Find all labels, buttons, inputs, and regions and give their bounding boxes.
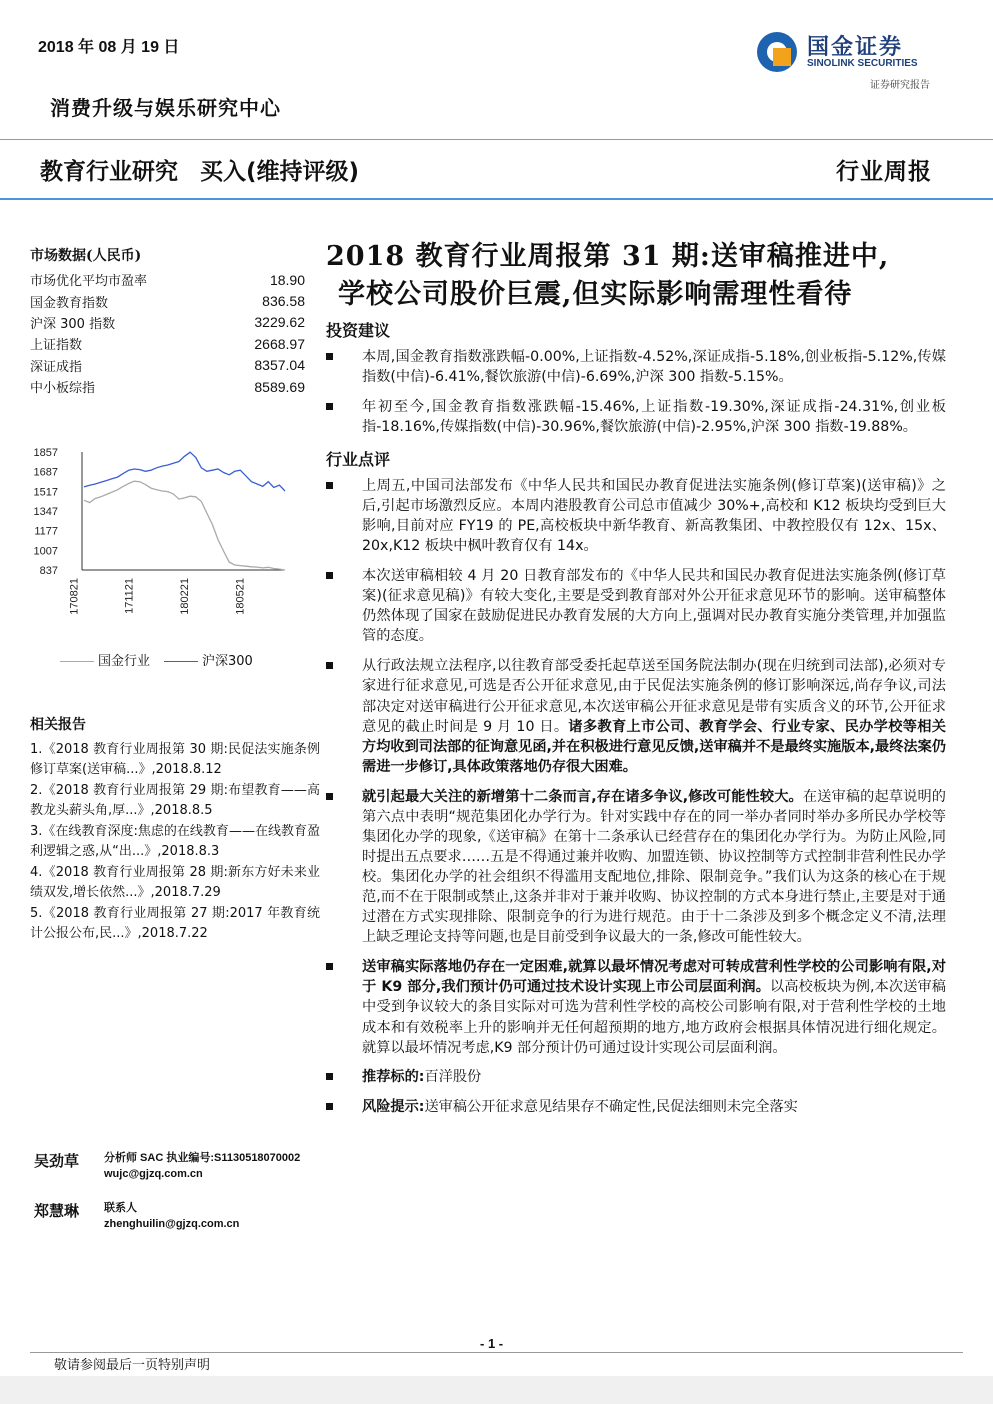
comment-bullet-4 [326, 787, 946, 948]
series-line-industry [84, 481, 285, 570]
legend-label-hs300: 沪深300 [202, 654, 253, 669]
index-chart [30, 440, 305, 680]
analyst-cert: 分析师 SAC 执业编号:S1130518070002 [104, 1152, 301, 1164]
bullet-square-icon [326, 572, 333, 579]
y-tick-label: 1177 [34, 525, 58, 538]
bullet-text: 上周五,中国司法部发布《中华人民共和国民办教育促进法实施条例(修订草案)(送审稿)》之后,引起市场激烈反应。本周内港股教育公司总市值减少 30%+,高校和 K12 板块均受到巨大影响,目前对应 FY19 的 PE,高校板块中新华教育、新高教集团、中教控股仅有 12x、15x、20x,K12 板块中枫叶教育仅有 14x。 [362, 477, 946, 555]
contact-row [34, 1200, 324, 1232]
related-report-item[interactable]: 4.《2018 教育行业周报第 28 期:新东方好未来业绩双发,增长依然...》,2018.7.29 [30, 864, 320, 900]
related-report-item[interactable]: 5.《2018 教育行业周报第 27 期:2017 年教育统计公报公布,民...》,2018.7.22 [30, 905, 320, 941]
market-value: 8589.69 [254, 378, 305, 395]
analyst-email[interactable]: wujc@gjzq.com.cn [104, 1168, 203, 1180]
y-tick-label: 1007 [33, 545, 58, 558]
bullet-square-icon [326, 482, 333, 489]
bullet-square-icon [326, 793, 333, 800]
market-row [30, 290, 305, 311]
industry-comment-heading: 行业点评 [326, 449, 391, 469]
bullet-square-icon [326, 1103, 333, 1110]
legend-swatch-industry [60, 661, 94, 662]
bullet-emphasis: 诸多教育上市公司、教育学会、行业专家、民办学校等相关方均收到司法部的征询意见函,并在积极进行意见反馈,送审稿并不是最终实施版本,最终法案仍需进一步修订,具体政策落地仍存很大困难。 [362, 718, 946, 775]
market-data-title: 市场数据(人民币) [30, 248, 142, 264]
y-tick-label: 1517 [33, 486, 58, 499]
bullet-square-icon [326, 353, 333, 360]
series-line-hs300 [84, 452, 285, 491]
x-tick-label: 180221 [179, 578, 192, 615]
report-title-line1: 2018 教育行业周报第 31 期:送审稿推进中, [326, 241, 890, 272]
market-label: 沪深 300 指数 [30, 316, 116, 332]
market-value: 18.90 [269, 271, 305, 288]
market-label: 市场优化平均市盈率 [30, 274, 148, 290]
header-divider [0, 139, 993, 140]
rating-bar [40, 153, 381, 186]
bullet-emphasis: 就引起最大关注的新增第十二条而言,存在诸多争议,修改可能性较大。 [362, 788, 803, 805]
y-tick-label: 1347 [33, 506, 58, 518]
report-title-line2: 学校公司股价巨震,但实际影响需理性看待 [338, 279, 853, 310]
market-value: 3229.62 [254, 314, 305, 331]
disclaimer: 敬请参阅最后一页特别声明 [54, 1358, 211, 1373]
report-list [30, 740, 320, 945]
market-row [30, 312, 305, 333]
market-value: 8357.04 [254, 357, 305, 374]
chart-legend [60, 650, 253, 669]
comment-bullet-1 [326, 476, 946, 556]
invest-advice-heading: 投资建议 [326, 321, 391, 340]
market-row [30, 333, 305, 354]
industry-label: 教育行业研究 [40, 159, 178, 185]
recommend-bullet [326, 1067, 946, 1087]
bullet-square-icon [326, 662, 333, 669]
market-value: 836.58 [262, 293, 305, 310]
x-tick-label: 180521 [234, 578, 247, 615]
comment-bullet-5 [326, 957, 946, 1057]
page-number: - 1 - [480, 1336, 504, 1351]
recommend-text: 百洋股份 [424, 1069, 482, 1086]
risk-label: 风险提示: [362, 1099, 425, 1116]
logo-subtitle: 证券研究报告 [870, 80, 930, 91]
bullet-square-icon [326, 403, 333, 410]
contact-email[interactable]: zhenghuilin@gjzq.com.cn [104, 1218, 240, 1230]
y-tick-label: 1687 [33, 466, 58, 479]
legend-item-industry [60, 650, 150, 669]
comment-bullet-3 [326, 656, 946, 777]
logo-en: SINOLINK SECURITIES [807, 58, 918, 69]
bullet-text: 以高校板块为例,本次送审稿中受到争议较大的条目实际对可选为营利性学校的高校公司影响有限,对于营利性学校的土地成本和有效税率上升的影响并无任何超预期的地方,地方政府会根据具体情况进行细化规定。就算以最坏情况考虑,K9 部分预计仍可通过设计实现公司层面利润。 [362, 979, 946, 1056]
bullet-text: 在送审稿的起草说明的第六点中表明“规范集团化办学行为。针对实践中存在的同一举办者同时举办多所民办学校等集团化办学的现象,《送审稿》在第十二条承认已经营存在的集团化办学行为。为防止风险,同时提出五点要求……五是不得通过兼并收购、加盟连锁、协议控制等方式控制非营利性民办学校。集团化办学的社会组织不得滥用支配地位,排除、限制竞争。”我们认为这条的核心在于规范,而不在于限制或禁止,这条并非对于兼并收购、协议控制的方式本身进行禁止,主要是对于通过潜在方式实现排除、限制竞争的行为进行规范。由于十二条涉及到多个概念定义不清,法理上缺乏理论支持等问题,也是目前受到争议最大的一条,修改可能性较大。 [362, 788, 946, 946]
invest-bullet-2 [326, 397, 946, 437]
market-label: 国金教育指数 [30, 295, 109, 311]
risk-text: 送审稿公开征求意见结果存不确定性,民促法细则未完全落实 [424, 1099, 798, 1116]
market-value: 2668.97 [254, 335, 305, 352]
legend-item-hs300 [164, 650, 253, 669]
bottom-band [0, 1376, 993, 1404]
logo-mark-icon [757, 32, 797, 72]
logo-cn: 国金证券 [807, 35, 904, 60]
analyst-row [34, 1150, 324, 1182]
bullet-text: 年初至今,国金教育指数涨跌幅-15.46%,上证指数-19.30%,深证成指-24.31%,创业板指-18.16%,传媒指数(中信)-30.96%,餐饮旅游(中信)-2.95%,沪深 300 指数-19.88%。 [362, 398, 946, 436]
company-logo [757, 30, 957, 100]
recommend-label: 推荐标的: [362, 1069, 425, 1086]
contact-name: 郑慧琳 [34, 1202, 80, 1220]
bullet-square-icon [326, 1073, 333, 1080]
blue-divider [0, 198, 993, 200]
market-row [30, 355, 305, 376]
market-label: 中小板综指 [30, 381, 96, 397]
comment-bullet-2 [326, 566, 946, 646]
market-row [30, 269, 305, 290]
main-content [326, 238, 946, 1127]
analyst-block [34, 1150, 324, 1250]
y-tick-label: 1857 [33, 447, 58, 459]
x-tick-label: 171121 [123, 578, 136, 614]
market-data-panel [30, 245, 305, 397]
related-reports-title: 相关报告 [30, 717, 86, 733]
report-type: 行业周报 [836, 159, 932, 185]
bullet-text: 本周,国金教育指数涨跌幅-0.00%,上证指数-4.52%,深证成指-5.18%,创业板指-5.12%,传媒指数(中信)-6.41%,餐饮旅游(中信)-6.69%,沪深 300 指数-5.15%。 [362, 349, 946, 386]
bullet-text: 本次送审稿相较 4 月 20 日教育部发布的《中华人民共和国民办教育促进法实施条例(修订草案)(征求意见稿)》有较大变化,主要是受到教育部对外公开征求意见环节的影响。送审稿整体仍然体现了国家在鼓励促进民办教育发展的大方向上,强调对民办教育实施分类管理,并加强监管的态度。 [362, 568, 946, 645]
footer-divider [30, 1352, 963, 1353]
y-tick-label: 837 [39, 565, 58, 577]
risk-bullet [326, 1097, 946, 1117]
market-rows [30, 269, 305, 397]
rating-label: 买入(维持评级) [200, 159, 360, 185]
legend-swatch-hs300 [164, 661, 198, 662]
research-center: 消费升级与娱乐研究中心 [50, 96, 281, 120]
market-label: 深证成指 [30, 359, 83, 375]
invest-bullet-1 [326, 347, 946, 387]
bullet-text: 从行政法规立法程序,以往教育部受委托起草送至国务院法制办(现在归统到司法部),必须对专家进行征求意见,可选是否公开征求意见,由于民促法实施条例的修订影响深远,尚存争议,司法部决定对送审稿进行公开征求意见,本次送审稿公开征求意见是带有实质含义的环节,公开征求意见的截止时间是 9 月 10 日。 [362, 658, 946, 735]
x-tick-label: 170821 [68, 578, 81, 615]
related-report-item[interactable]: 3.《在线教育深度:焦虑的在线教育——在线教育盈利逻辑之惑,从“出...》,2018.8.3 [30, 823, 320, 859]
analyst-name: 吴劲草 [34, 1152, 80, 1170]
bullet-emphasis: 送审稿实际落地仍存在一定困难,就算以最坏情况考虑对可转成营利性学校的公司影响有限,对于 K9 部分,我们预计仍可通过技术设计实现上市公司层面利润。 [362, 959, 946, 996]
legend-label-industry: 国金行业 [98, 654, 151, 669]
bullet-square-icon [326, 963, 333, 970]
market-row [30, 376, 305, 397]
related-report-item[interactable]: 1.《2018 教育行业周报第 30 期:民促法实施条例修订草案(送审稿...》,2018.8.12 [30, 741, 320, 777]
market-label: 上证指数 [30, 338, 83, 354]
related-reports [30, 715, 320, 945]
contact-role: 联系人 [104, 1202, 137, 1214]
contact-info [104, 1200, 239, 1232]
analyst-info [104, 1150, 300, 1182]
report-date: 2018 年 08 月 19 日 [38, 39, 180, 56]
related-report-item[interactable]: 2.《2018 教育行业周报第 29 期:布望教育——高教龙头薪头角,厚...》,2018.8.5 [30, 782, 320, 818]
